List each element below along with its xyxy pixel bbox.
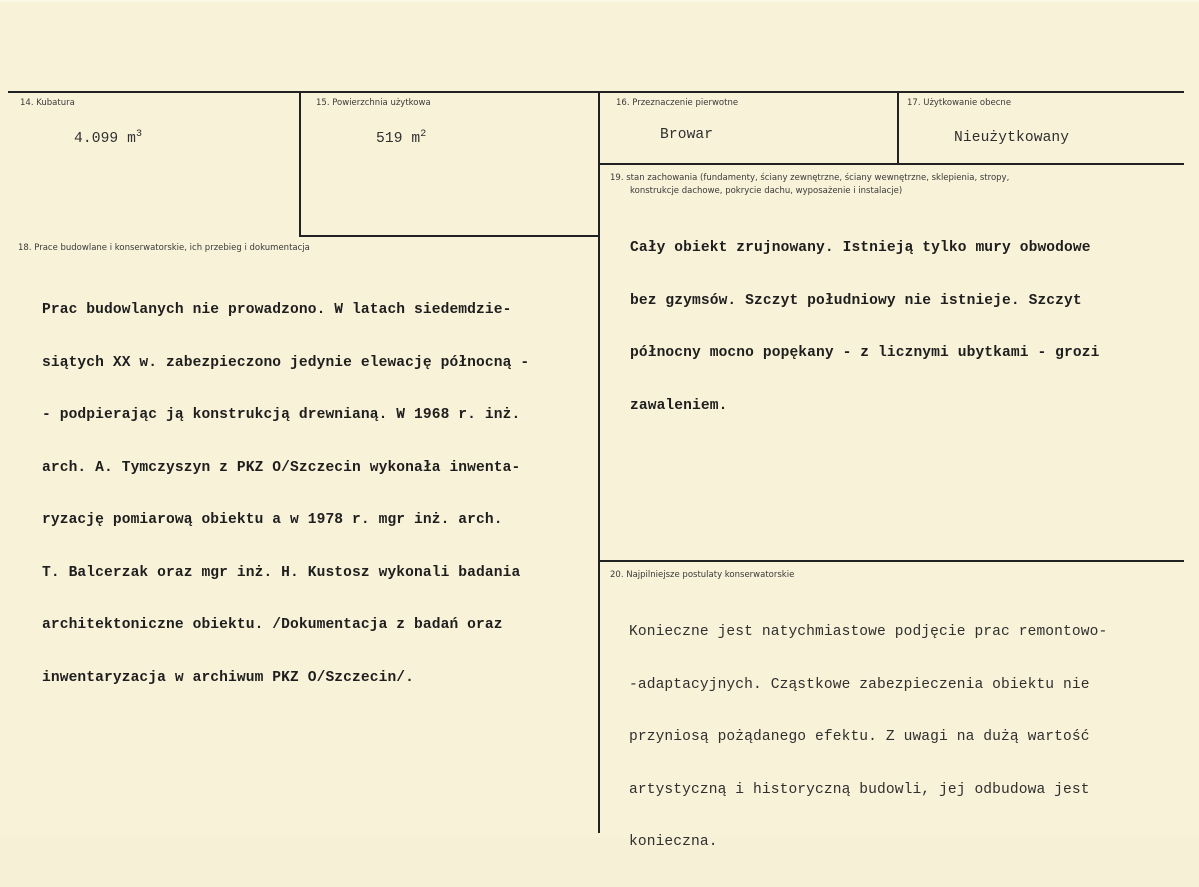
field-14-label: 14. Kubatura [20, 98, 75, 108]
rule-under-14-15 [300, 235, 599, 237]
text-line: - podpierając ją konstrukcją drewnianą. W 1968 r. inż. [42, 407, 521, 423]
text-line: arch. A. Tymczyszyn z PKZ O/Szczecin wykonała inwenta- [42, 459, 521, 476]
field-19-label-line-1: 19. stan zachowania (fundamenty, ściany zewnętrzne, ściany wewnętrzne, sklepienia, stropy, [610, 173, 1010, 183]
text-line: Konieczne jest natychmiastowe podjęcie prac remontowo- [629, 624, 1108, 640]
usable-area-value: 519 m [376, 131, 421, 147]
vertical-divider-16-17 [897, 92, 899, 164]
top-rule [8, 91, 1184, 93]
field-17-value: Nieużytkowany [954, 130, 1070, 146]
field-20-text [629, 589, 1107, 887]
text-line: -adaptacyjnych. Cząstkowe zabezpieczenia obiektu nie [629, 676, 1090, 693]
text-line: artystyczną i historyczną budowli, jej odbudowa jest [629, 781, 1090, 798]
rule-above-20 [599, 560, 1184, 562]
field-17-label: 17. Użytkowanie obecne [907, 98, 1012, 108]
text-line: ryzację pomiarową obiektu a w 1978 r. mgr inż. arch. [42, 512, 503, 528]
text-line: Prac budowlanych nie prowadzono. W latach siedemdzie- [42, 302, 512, 318]
text-line: inwentaryzacja w archiwum PKZ O/Szczecin/. [42, 669, 415, 686]
field-15-label: 15. Powierzchnia użytkowa [316, 98, 431, 108]
text-line: architektoniczne obiektu. /Dokumentacja z badań oraz [42, 617, 503, 633]
field-18-text [42, 267, 529, 722]
text-line: siątych XX w. zabezpieczono jedynie elewację północną - [42, 354, 530, 371]
field-15-value [376, 126, 426, 149]
text-line: północny mocno popękany - z licznymi ubytkami - grozi [630, 345, 1100, 361]
field-20-label: 20. Najpilniejsze postulaty konserwatorskie [610, 570, 795, 580]
text-line: zawaleniem. [630, 397, 728, 414]
text-line: konieczna. [629, 834, 718, 850]
usable-area-unit-exponent: 2 [420, 129, 427, 140]
field-19-label-line-2: konstrukcje dachowe, pokrycie dachu, wyposażenie i instalacje) [630, 186, 903, 196]
field-18-label: 18. Prace budowlane i konserwatorskie, ich przebieg i dokumentacja [18, 243, 310, 253]
text-line: bez gzymsów. Szczyt południowy nie istnieje. Szczyt [630, 292, 1082, 309]
vertical-divider-14-15 [299, 92, 301, 237]
text-line: T. Balcerzak oraz mgr inż. H. Kustosz wykonali badania [42, 564, 521, 581]
vertical-divider-center [598, 92, 600, 833]
field-16-value: Browar [660, 127, 714, 143]
text-line: Cały obiekt zrujnowany. Istnieją tylko mury obwodowe [630, 240, 1091, 256]
rule-under-16-17 [599, 163, 1184, 165]
field-16-label: 16. Przeznaczenie pierwotne [616, 98, 739, 108]
text-line: przyniosą pożądanego efektu. Z uwagi na dużą wartość [629, 729, 1090, 745]
field-19-text [630, 205, 1099, 450]
cubature-value: 4.099 m [74, 131, 137, 147]
field-14-value [74, 126, 142, 149]
cubature-unit-exponent: 3 [136, 129, 143, 140]
